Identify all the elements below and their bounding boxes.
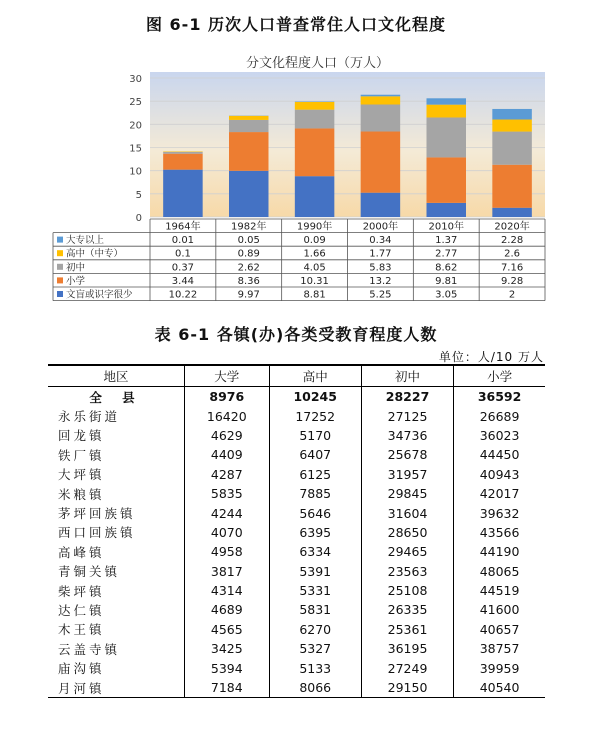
value-cell: 6395 [269,523,361,542]
value-cell: 17252 [269,406,361,425]
value-cell: 26335 [361,600,453,619]
data-label: 0.37 [171,262,195,274]
value-cell: 25108 [361,581,453,600]
value-cell: 28650 [361,523,453,542]
bar-segment [295,128,335,176]
table-row [48,620,545,639]
data-label: 13.2 [369,275,392,287]
bar-segment [492,109,532,120]
chart-title: 分文化程度人口（万人） [245,56,390,71]
data-label: 0.89 [237,248,260,260]
value-cell: 28227 [361,387,453,407]
value-cell: 34736 [361,426,453,445]
region-name: 西口回族镇 [58,525,136,541]
value-cell: 40943 [454,465,545,484]
value-cell: 23563 [361,562,453,581]
data-label: 2.62 [237,262,260,274]
table-header-row [48,365,545,387]
y-tick-label: 0 [135,213,142,224]
value-cell: 43566 [454,523,545,542]
bar-segment [492,120,532,132]
value-cell: 5331 [269,581,361,600]
table-row [48,562,545,581]
value-cell: 5391 [269,562,361,581]
table-row [48,600,545,619]
data-label: 1.66 [303,248,326,260]
value-cell: 38757 [454,639,545,658]
bar-segment [361,96,401,104]
plot-background [150,72,545,217]
value-cell: 6125 [269,465,361,484]
y-tick-label: 5 [135,189,142,201]
legend-swatch [57,264,63,270]
region-name: 大坪镇 [58,467,105,483]
data-label: 2 [508,289,516,301]
region-name: 达仁镇 [58,602,105,618]
table-row [48,678,545,698]
table-row [48,658,545,677]
legend-label: 大专以上 [66,235,105,247]
value-cell: 44519 [454,581,545,600]
value-cell: 4409 [185,445,270,464]
value-cell: 44450 [454,445,545,464]
value-cell: 3425 [185,639,270,658]
value-cell: 25678 [361,445,453,464]
table-row [48,445,545,464]
value-cell: 7885 [269,484,361,503]
value-cell: 16420 [185,406,270,425]
value-cell: 4629 [185,426,270,445]
legend-label: 文盲或识字很少 [66,289,133,301]
data-label: 5.25 [369,289,392,301]
data-label: 0.05 [237,235,260,247]
value-cell: 41600 [454,600,545,619]
value-cell: 31604 [361,503,453,522]
value-cell: 4314 [185,581,270,600]
data-label: 3.44 [171,275,195,287]
header-highschool: 高中 [269,365,361,387]
data-label: 8.81 [303,289,326,301]
value-cell: 5835 [185,484,270,503]
value-cell: 36592 [454,387,545,407]
value-cell: 5327 [269,639,361,658]
value-cell: 4287 [185,465,270,484]
value-cell: 5170 [269,426,361,445]
bar-segment [229,116,269,120]
data-label: 0.1 [174,248,191,260]
value-cell: 7184 [185,678,270,698]
data-label: 2.77 [435,248,458,260]
value-cell: 5394 [185,658,270,677]
value-cell: 4565 [185,620,270,639]
data-label: 9.28 [500,275,524,287]
bar-segment [427,117,467,157]
value-cell: 4958 [185,542,270,561]
data-label: 4.05 [303,262,326,274]
value-cell: 5831 [269,600,361,619]
value-cell: 40540 [454,678,545,698]
value-cell: 8066 [269,678,361,698]
table-row [48,465,545,484]
unit-label: 单位：人/10 万人 [438,350,544,364]
value-cell: 10245 [269,387,361,407]
data-label: 10.22 [168,289,198,301]
region-name: 柴坪镇 [58,583,105,599]
bar-segment [295,102,335,110]
stacked-bar-chart [45,45,549,307]
data-label: 8.62 [435,262,458,274]
data-label: 2.28 [500,235,524,247]
table-row [48,542,545,561]
value-cell: 39959 [454,658,545,677]
legend-label: 高中（中专） [66,248,124,260]
value-cell: 42017 [454,484,545,503]
education-table [48,364,545,698]
value-cell: 6407 [269,445,361,464]
legend-swatch [57,250,63,256]
bar-segment [295,110,335,129]
data-label: 0.01 [171,235,195,247]
table-row [48,406,545,425]
table-row [48,426,545,445]
legend-label: 小学 [66,275,86,287]
region-name: 铁厂镇 [58,447,105,463]
table-row [48,581,545,600]
bar-segment [427,157,467,202]
value-cell: 29150 [361,678,453,698]
bar-segment [492,165,532,208]
data-label: 2.6 [504,248,521,260]
region-name: 云盖寺镇 [58,641,121,657]
value-cell: 4689 [185,600,270,619]
table-row [48,387,545,407]
bar-segment [427,98,467,104]
y-tick-label: 20 [129,120,142,132]
data-label: 1.37 [435,235,458,247]
value-cell: 6270 [269,620,361,639]
x-tick-label: 1990年 [296,221,333,233]
region-name: 月河镇 [48,678,185,698]
bar-segment [295,176,335,217]
region-name: 全 县 [89,389,143,405]
y-tick-label: 30 [129,74,142,85]
value-cell: 4070 [185,523,270,542]
value-cell: 48065 [454,562,545,581]
value-cell: 27125 [361,406,453,425]
value-cell: 29845 [361,484,453,503]
x-tick-label: 2010年 [428,221,464,233]
value-cell: 36023 [454,426,545,445]
table-row [48,523,545,542]
legend-swatch [57,237,63,243]
region-name: 高峰镇 [58,544,105,560]
value-cell: 25361 [361,620,453,639]
x-tick-label: 2020年 [494,221,530,233]
region-name: 永乐街道 [58,409,121,425]
bar-segment [229,132,269,171]
data-label: 9.97 [237,289,260,301]
y-tick-label: 25 [129,97,142,109]
region-name: 青铜关镇 [58,564,121,580]
header-primary: 小学 [454,365,545,387]
y-tick-label: 15 [129,143,142,155]
bar-segment [163,154,203,170]
bar-segment [361,105,401,132]
value-cell: 5133 [269,658,361,677]
table-row [48,503,545,522]
table-title: 表 6-1 各镇(办)各类受教育程度人数 [154,325,438,344]
bar-segment [427,105,467,118]
value-cell: 6334 [269,542,361,561]
value-cell: 3817 [185,562,270,581]
bar-segment [229,120,269,132]
value-cell: 27249 [361,658,453,677]
legend-swatch [57,277,63,283]
header-region: 地区 [48,365,185,387]
data-label: 5.83 [369,262,392,274]
bar-segment [427,203,467,217]
value-cell: 4244 [185,503,270,522]
bar-segment [361,95,401,97]
value-cell: 31957 [361,465,453,484]
header-middleschool: 初中 [361,365,453,387]
data-label: 9.81 [435,275,458,287]
legend-swatch [57,291,63,297]
value-cell: 44190 [454,542,545,561]
value-cell: 29465 [361,542,453,561]
region-name: 茅坪回族镇 [58,506,136,522]
bar-segment [361,132,401,193]
bar-segment [229,171,269,217]
bar-segment [492,208,532,217]
bar-segment [163,152,203,154]
figure-title: 图 6-1 历次人口普查常住人口文化程度 [145,15,447,34]
data-label: 3.05 [435,289,458,301]
x-tick-label: 2000年 [362,221,399,233]
table-row [48,484,545,503]
legend-label: 初中 [66,262,86,274]
value-cell: 5646 [269,503,361,522]
bar-segment [492,132,532,165]
value-cell: 26689 [454,406,545,425]
region-name: 回龙镇 [58,428,105,444]
y-tick-label: 10 [129,166,142,178]
data-label: 0.09 [303,235,326,247]
x-tick-label: 1982年 [231,221,267,233]
header-university: 大学 [185,365,270,387]
table-row [48,639,545,658]
x-tick-label: 1964年 [165,221,201,233]
value-cell: 40657 [454,620,545,639]
value-cell: 36195 [361,639,453,658]
data-label: 7.16 [500,262,524,274]
value-cell: 39632 [454,503,545,522]
region-name: 木王镇 [58,622,105,638]
data-label: 10.31 [300,275,329,287]
data-label: 1.77 [369,248,392,260]
data-label: 8.36 [237,275,260,287]
bar-segment [361,193,401,217]
value-cell: 8976 [185,387,270,407]
bar-segment [163,170,203,217]
region-name: 庙沟镇 [58,661,105,677]
region-name: 米粮镇 [58,486,105,502]
data-label: 0.34 [369,235,392,247]
